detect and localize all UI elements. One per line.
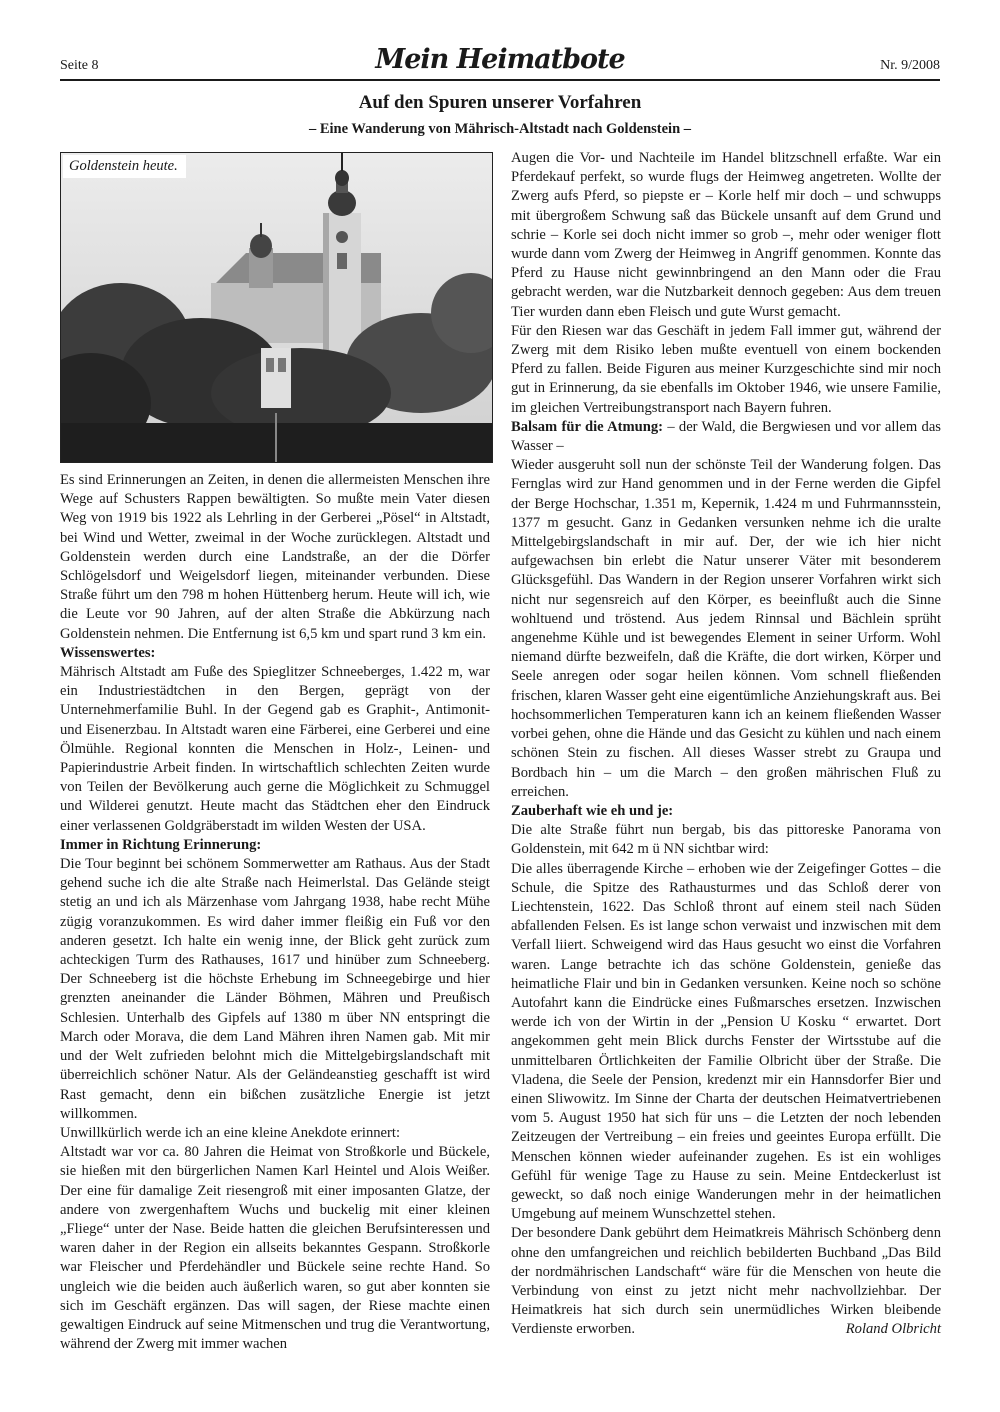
paragraph: Die Tour beginnt bei schönem Sommerwetter am Rathaus. Aus der Stadt gehend suche ich die alte Straße nach Heimerlstal. Das Gelände steigt stetig an und ich als Märzenhase vom Jahrgang 1938, habe recht Mühe zügig voranzukommen. Es wird daher immer fleißig ein Fuß vor den anderen gesetzt. Ich halte ein wenig inne, der Blick geht zurück zum achteckigen Turm des Rathauses, 1617 und hinüber zum Schneeberg. Der Schneeberg ist die höchste Erhebung im Schneegebirge und hier grenzten aneinander die Länder Böhmen, Mähren und Preußisch Schlesien. Unterhalb des Gipfels auf 1380 m über NN entspringt die March oder Morava, die dem Land Mähren ihren Namen gab. Mit mir und der Welt zufrieden belohnt mich die Mittelgebirgslandschaft mit überreichlich schöner Natur. Als der Geländeanstieg geschafft ist wird Rast gemacht, denn ein bißchen zusätzliche Energie ist jetzt willkommen.	[60, 856, 490, 1122]
paragraph: Die alles überragende Kirche – erhoben wie der Zeigefinger Gottes – die Schule, die Spitze des Rathausturmes und das Schloß derer von Liechtenstein, 1622. Das Schloß thront auf einem steil nach Süden abfallenden Felsen. Es ist lange schon verwaist und inzwischen mit dem Verfall liiert. Schweigend wird das Haus gesucht wo einst die Vorfahren waren. Lange betrachte ich das schöne Goldenstein, genieße das heimatliche Flair und bin in Gedanken versunken. Keine noch so schöne Autofahrt kann die Eindrücke eines Fußmarsches ersetzen. Inzwischen werde ich von der Wirtin in der „Pension U Kosku “ erwartet. Dort angekommen geht mein Blick durchs Fenster der Wirtsstube auf die unmittelbaren Örtlichkeiten der Familie Olbricht über der Straße. Die Vladena, die Seele der Pension, kredenzt mir ein Hannsdorfer Bier und einen Sliwowitz. Im Sinne der Charta der deutschen Heimatvertriebenen vom 5. August 1950 hat sich für uns – die Letzten der noch lebenden Zeitzeugen der Vertreibung – ein freies und geeintes Europa erfüllt. Die Menschen können wieder aufeinander zugehen. Es ist ein wohliges Gefühl für wenige Tage zu Hause zu sein. Meine Entdeckerlust ist geweckt, so daß noch einige Wanderungen mehr in der heimatlichen Umgebung auf meinem Wunschzettel stehen.	[511, 860, 941, 1223]
paragraph: Unwillkürlich werde ich an eine kleine Anekdote erinnert:	[60, 1124, 400, 1141]
section-heading: Zauberhaft wie eh und je:	[511, 802, 674, 819]
paragraph: Augen die Vor- und Nachteile im Handel blitzschnell erfaßte. War ein Pferdekauf perfekt, so wurde flugs der Heimweg angetreten. Wollte der Zwerg aufs Pferd, so piepste er – Korle helf mir doch – und schwupps mit übergroßem Schwung saß das Bückele unsanft auf dem Grund und schrie – Korle sei doch nicht immer so grob –, mehr oder weniger flott wurde dann vom Zwerg der Heimweg in Angriff genommen. Konnte das Pferd zu Hause nicht gewinnbringend an den Mann oder die Frau gebracht werden, war die Nutzbarkeit dennoch gegeben: Aus dem treuen Tier wurden dann eben Fleisch und gute Wurst gemacht.	[511, 150, 941, 320]
left-column	[60, 471, 490, 1354]
page-number: Seite 8	[60, 58, 99, 73]
issue-number: Nr. 9/2008	[880, 58, 940, 73]
page-header	[60, 44, 940, 80]
paragraph	[511, 1224, 941, 1339]
article-subtitle: – Eine Wanderung von Mährisch-Altstadt nach Goldenstein –	[308, 121, 692, 137]
author-signature: Roland Olbricht	[845, 1321, 941, 1338]
paragraph: Wieder ausgeruht soll nun der schönste Teil der Wanderung folgen. Das Fernglas wird zur Hand genommen und in der Ferne werden die Gipfel der Berge Hochschar, 1.351 m, Kepernik, 1.424 m und Fuhrmannsstein, 1377 m gesucht. Ganz in Gedanken versunken nehme ich die uralte Mittelgebirgslandschaft in mir auf. Der, der wie ich hier nicht aufgewachsen bin erlebt die Natur unserer Väter mit besonderem Glücksgefühl. Das Wandern in der Region unserer Vorfahren wirkt sich nicht nur segensreich auf den Körper, es beeinflußt auch die Sinne wohltuend und tröstend. Aus jedem Rinnsal und Bächlein sprüht angenehme Kühle und ist bewegendes Element in seiner Urform. Wohl niemand dürfte bezweifeln, daß die Kräfte, die dort wirken, Körper und Seele anregen oder sogar heilen können. Vom schnell fließenden frischen, klaren Wasser geht eine eigentümliche Anziehungskraft aus. Bei hochsommerlichen Temperaturen kann ich an keinem fließenden Wasser vorbei gehen, ohne die Hände und das Gesicht zu kühlen und nach einem schönen Stein zu fischen. All dieses Wasser strebt zu Graupa und Bordbach hin – um die March – den großen mährischen Fluß zu erreichen.	[511, 457, 941, 800]
paragraph: Die alte Straße führt nun bergab, bis das pittoreske Panorama von Goldenstein, mit 642 m ü NN sichtbar wird:	[511, 822, 941, 858]
paragraph: Mährisch Altstadt am Fuße des Spieglitzer Schneeberges, 1.422 m, war ein Industriestädtchen in den Bergen, geprägt von der Unternehmerfamilie Buhl. In der Gegend gab es Graphit-, Antimonit- und Eisenerzbau. In Altstadt waren eine Färberei, eine Gerberei und eine Ölmühle. Regional konnten die Menschen in Holz-, Leinen- und Papierindustrie Arbeit finden. In wirtschaftlich schlechten Zeiten wurde von Teilen der Bevölkerung auch gerne die Möglichkeit zu Schmuggel und Wilderei genutzt. Heute macht das Städtchen eher den Eindruck einer verlassenen Goldgräberstadt im wilden Westen der USA.	[60, 664, 490, 834]
paragraph-text: – der Wald, die Bergwiesen und vor allem das Wasser –	[511, 418, 941, 455]
paragraph: Altstadt war vor ca. 80 Jahren die Heimat von Stroßkorle und Bückele, sie hießen mit den bürgerlichen Namen Karl Heintel und Alois Weißer. Der eine für damalige Zeit riesengroß mit einer imposanten Glatze, der andere von zwergenhaftem Wuchs und buckelig mit einer kleinen „Fliege“ unter der Nase. Beide hatten die gleichen Berufsinteressen und waren daher in der Region ein allseits bekanntes Gespann. Stroßkorle war Fleischer und Pferdehändler und Bückele seine rechte Hand. So ungleich wie die beiden auch äußerlich waren, so gut aber konnten sie sich im Geschäft ergänzen. Das will sagen, der Riese machte einen gewaltigen Eindruck auf seine Mitmenschen und trug die Verantwortung, während der Zwerg mit immer wachen	[60, 1144, 490, 1353]
paragraph: Für den Riesen war das Geschäft in jedem Fall immer gut, während der Zwerg mit dem Risiko leben mußte eventuell von einem bockenden Pferd zu fallen. Beide Figuren aus meiner Kurzgeschichte sind mir noch gut in Erinnerung, da sie ebenfalls im Oktober 1946, wie unsere Familie, im gleichen Vertreibungstransport nach Bayern fuhren.	[511, 322, 941, 416]
header-rule	[60, 79, 940, 81]
church-photo-illustration	[61, 153, 492, 462]
article-title: Auf den Spuren unserer Vorfahren	[358, 92, 642, 113]
paragraph: Es sind Erinnerungen an Zeiten, in denen die allermeisten Menschen ihre Wege auf Schusters Rappen bewältigten. So mußte mein Vater diesen Weg von 1919 bis 1922 als Lehrling in der Gerberei „Pösel“ in Altstadt, bei Wind und Wetter, zweimal in der Woche zurücklegen. Altstadt und Goldenstein werden durch eine Landstraße, an der die Dörfer Schlögelsdorf und Weigelsdorf liegen, miteinander verbunden. Diese Straße führt um den 798 m hohen Hüttenberg herum. Heute will ich, wie die Leute vor 90 Jahren, auf der alten Straße die Abkürzung nach Goldenstein nehmen. Die Entfernung ist 6,5 km und spart rund 3 km ein.	[60, 472, 490, 642]
right-column	[511, 149, 941, 1340]
section-heading: Immer in Richtung Erinnerung:	[60, 836, 262, 853]
church-photo	[60, 152, 493, 463]
masthead-logo: Mein Heimatbote	[375, 44, 625, 75]
section-heading: Wissenswertes:	[60, 644, 156, 661]
photo-caption: Goldenstein heute.	[63, 155, 186, 178]
section-heading: Balsam für die Atmung:	[511, 418, 664, 435]
paragraph	[511, 418, 941, 456]
paragraph-text: Der besondere Dank gebührt dem Heimatkreis Mährisch Schönberg denn ohne den umfangreichen und reichlich bebilderten Buchband „Das Bild der nordmährischen Landschaft“ wäre für die Menschen von heute die Verbindung von einst zu jetzt nicht mehr nachvollziehbar. Der Heimatkreis hat sich durch sein unermüdliches Wirken bleibende Verdienste erworben.	[511, 1225, 941, 1338]
